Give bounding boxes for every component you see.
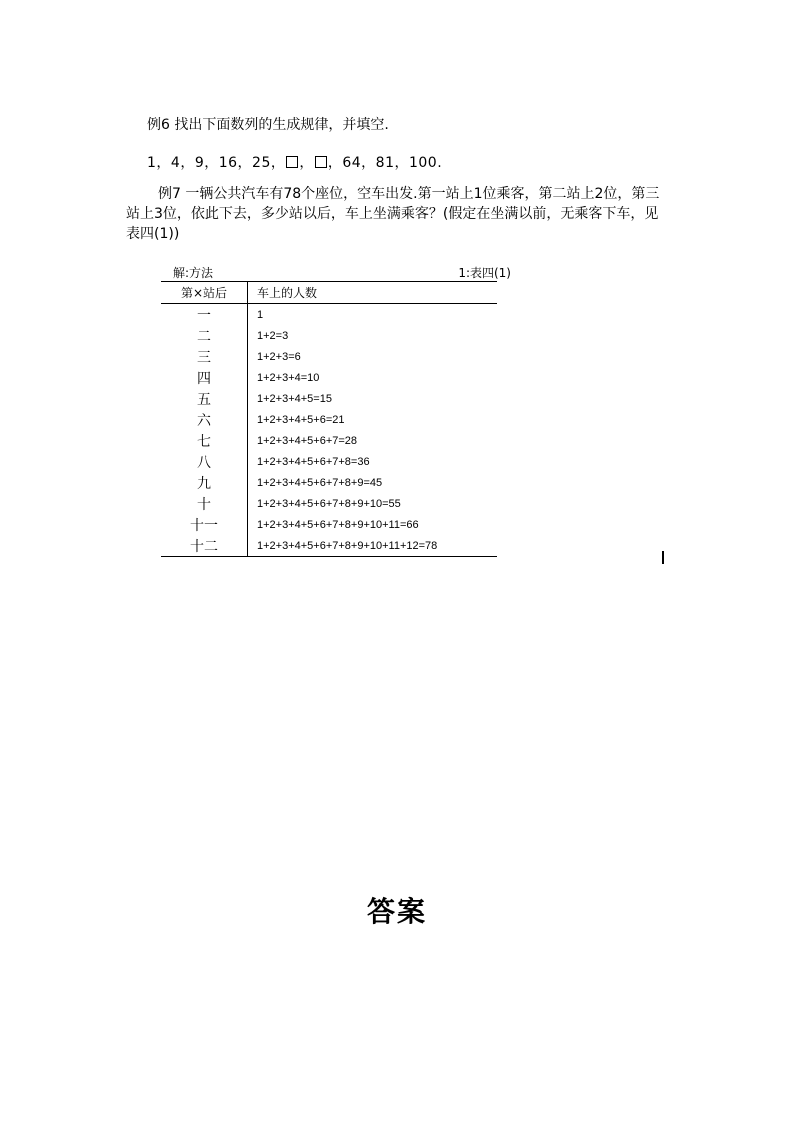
sequence-separator: ， <box>299 155 314 171</box>
caption-table-number: 1:表四(1) <box>458 266 511 280</box>
example-6-prompt: 例6 找出下面数列的生成规律，并填空. <box>147 117 389 133</box>
passenger-cell: 1+2+3+4=10 <box>257 371 320 384</box>
table-row <box>161 451 497 472</box>
header-passengers: 车上的人数 <box>248 282 498 304</box>
table-row <box>161 367 497 388</box>
station-cell: 十一 <box>161 514 248 535</box>
passenger-cell: 1+2+3+4+5+6+7=28 <box>257 434 358 447</box>
station-cell: 十二 <box>161 535 248 557</box>
table-header-row <box>161 282 497 304</box>
passenger-cell: 1+2+3+4+5=15 <box>257 392 332 405</box>
station-cell: 七 <box>161 430 248 451</box>
table-row <box>161 535 497 557</box>
passenger-cell: 1+2+3+4+5+6+7+8=36 <box>257 455 370 468</box>
station-cell: 十 <box>161 493 248 514</box>
passenger-cell: 1+2+3+4+5+6+7+8+9+10+11=66 <box>257 518 419 531</box>
table-row <box>161 325 497 346</box>
passenger-cell: 1+2+3+4+5+6+7+8+9+10=55 <box>257 497 401 510</box>
example-7-prompt: 例7 一辆公共汽车有78个座位，空车出发.第一站上1位乘客，第二站上2位，第三站上3位，依此下去，多少站以后，车上坐满乘客？(假定在坐满以前，无乘客下车，见表四(1)) <box>126 186 660 242</box>
passenger-cell: 1+2+3+4+5+6+7+8+9=45 <box>257 476 383 489</box>
text-cursor-mark <box>662 551 664 564</box>
blank-box <box>315 156 327 168</box>
table-row <box>161 304 497 326</box>
passenger-cell: 1+2+3+4+5+6=21 <box>257 413 345 426</box>
station-cell: 二 <box>161 325 248 346</box>
table-row <box>161 472 497 493</box>
table-caption <box>161 262 511 281</box>
station-cell: 四 <box>161 367 248 388</box>
table-row <box>161 493 497 514</box>
number-sequence <box>147 152 442 172</box>
blank-box <box>286 156 298 168</box>
passenger-cell: 1+2=3 <box>257 329 289 342</box>
table-row <box>161 430 497 451</box>
station-cell: 八 <box>161 451 248 472</box>
table-row <box>161 409 497 430</box>
station-cell: 六 <box>161 409 248 430</box>
table-row <box>161 346 497 367</box>
passenger-cell: 1+2+3+4+5+6+7+8+9+10+11+12=78 <box>248 535 498 557</box>
sequence-start: 1，4，9，16，25， <box>147 155 286 171</box>
sequence-end: ，64，81，100. <box>327 155 443 171</box>
table-row <box>161 514 497 535</box>
answer-heading: 答案 <box>366 895 427 928</box>
station-cell: 九 <box>161 472 248 493</box>
header-station: 第×站后 <box>161 282 248 304</box>
caption-method: 解:方法 <box>173 266 214 280</box>
passenger-table <box>161 281 497 557</box>
station-cell: 一 <box>161 304 248 326</box>
station-cell: 三 <box>161 346 248 367</box>
passenger-cell: 1+2+3=6 <box>257 350 301 363</box>
passenger-cell: 1 <box>257 308 264 321</box>
station-cell: 五 <box>161 388 248 409</box>
passenger-table-section <box>161 262 511 557</box>
table-row <box>161 388 497 409</box>
